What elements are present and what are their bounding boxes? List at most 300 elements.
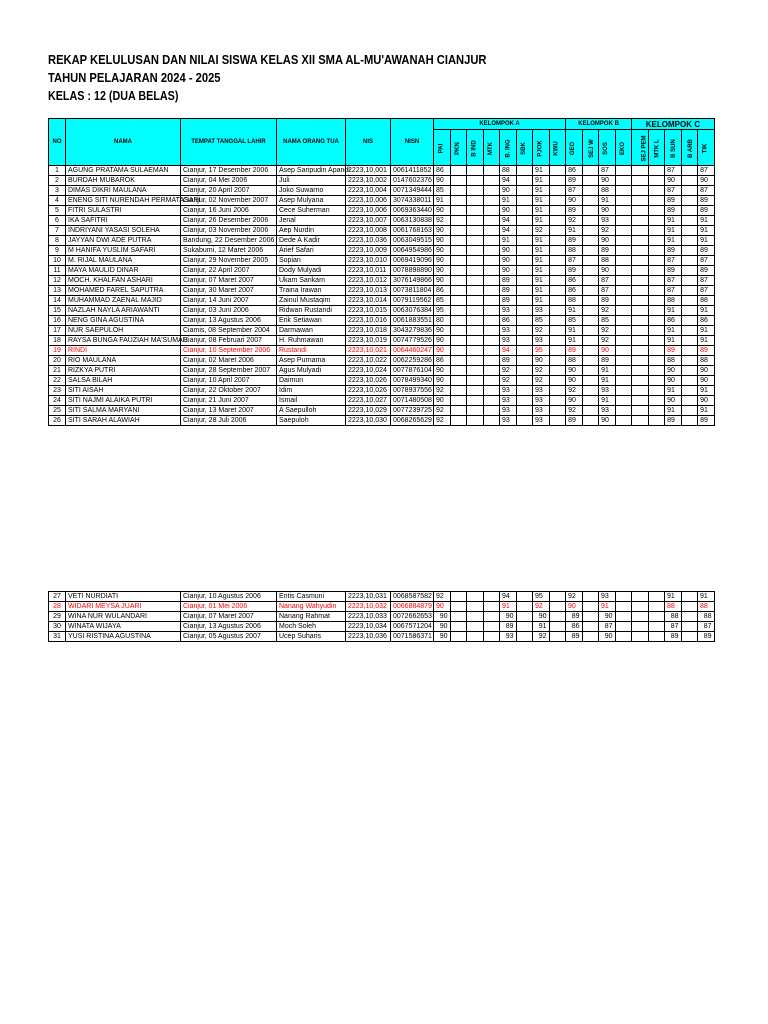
grade-cell [450, 276, 467, 286]
row-number: 2 [49, 176, 66, 186]
grade-cell: 91 [665, 216, 682, 226]
birth-place-date: Cianjur, 08 Februari 2007 [181, 336, 277, 346]
grade-cell: 89 [500, 286, 517, 296]
grade-cell [467, 286, 484, 296]
grade-cell [582, 376, 599, 386]
grade-cell: 85 [533, 316, 550, 326]
class-title: KELAS : 12 (DUA BELAS) [48, 89, 179, 103]
table-row [49, 386, 715, 396]
grade-cell [516, 196, 533, 206]
grade-cell [467, 226, 484, 236]
grade-cell [467, 356, 484, 366]
grade-cell [681, 206, 698, 216]
grade-cell [648, 226, 665, 236]
subject-header-label: MTK [487, 141, 494, 155]
grade-cell: 87 [698, 256, 715, 266]
grade-cell [582, 612, 599, 622]
grade-cell: 90 [500, 206, 517, 216]
grade-cell [516, 396, 533, 406]
nisn-value: 0069419096 [391, 256, 434, 266]
grade-cell [582, 236, 599, 246]
table-row [49, 196, 715, 206]
grade-cell: 88 [665, 612, 682, 622]
grade-cell: 85 [434, 186, 451, 196]
grade-cell: 88 [500, 166, 517, 176]
grades-table-continued [48, 591, 715, 642]
nis-value: 2223,10,015 [346, 306, 391, 316]
grade-cell [450, 216, 467, 226]
grade-cell [582, 296, 599, 306]
student-name: MUHAMMAD ZAENAL MAJID [66, 296, 181, 306]
grade-cell: 93 [533, 416, 550, 426]
grade-cell: 91 [665, 386, 682, 396]
table-row [49, 416, 715, 426]
grade-cell [582, 622, 599, 632]
row-number: 18 [49, 336, 66, 346]
grade-cell [681, 286, 698, 296]
grade-cell [615, 602, 632, 612]
grade-cell: 91 [698, 336, 715, 346]
row-number: 28 [49, 602, 66, 612]
grade-cell [632, 612, 649, 622]
nisn-value: 0078499340 [391, 376, 434, 386]
parent-name: Erik Setiawan [277, 316, 346, 326]
grade-cell [648, 396, 665, 406]
grade-cell: 91 [698, 592, 715, 602]
student-name: M. RIJAL MAULANA [66, 256, 181, 266]
grade-cell: 89 [599, 356, 616, 366]
birth-place-date: Cianjur, 07 Maret 2007 [181, 612, 277, 622]
table-row [49, 286, 715, 296]
student-name: SITI SARAH ALAWIAH [66, 416, 181, 426]
grade-cell: 90 [599, 416, 616, 426]
grade-cell: 88 [566, 296, 583, 306]
grade-cell [632, 356, 649, 366]
grade-cell [615, 246, 632, 256]
row-number: 4 [49, 196, 66, 206]
grade-cell [582, 632, 599, 642]
grade-cell [467, 336, 484, 346]
grade-cell [483, 346, 500, 356]
grade-cell: 85 [566, 316, 583, 326]
grade-cell: 90 [599, 236, 616, 246]
grade-cell [549, 306, 566, 316]
grade-cell [516, 622, 533, 632]
table-row [49, 326, 715, 336]
grade-cell: 94 [500, 592, 517, 602]
grade-cell [582, 592, 599, 602]
grade-cell: 92 [533, 632, 550, 642]
birth-place-date: Cianjur, 10 Agustus 2006 [181, 592, 277, 602]
grade-cell: 90 [434, 346, 451, 356]
subject-header [483, 130, 500, 166]
student-name: RINDI [66, 346, 181, 356]
grade-cell [648, 296, 665, 306]
grade-cell: 91 [665, 306, 682, 316]
student-name: SITI SALMA MARYANI [66, 406, 181, 416]
grade-cell [450, 386, 467, 396]
grade-cell [632, 386, 649, 396]
grade-cell: 92 [566, 406, 583, 416]
grade-cell: 91 [698, 326, 715, 336]
grade-cell: 86 [500, 316, 517, 326]
grade-cell [582, 206, 599, 216]
table-row [49, 376, 715, 386]
grade-cell [516, 632, 533, 642]
nis-value: 2223,10,030 [346, 416, 391, 426]
grade-cell: 89 [665, 416, 682, 426]
grade-cell: 90 [599, 346, 616, 356]
parent-name: Ridwan Rustandi [277, 306, 346, 316]
grade-cell [450, 396, 467, 406]
grade-cell [681, 166, 698, 176]
parent-name: Ismail [277, 396, 346, 406]
grade-cell: 91 [698, 306, 715, 316]
parent-name: Arief Safari [277, 246, 346, 256]
parent-name: Ucep Suharis [277, 632, 346, 642]
grade-cell: 91 [533, 256, 550, 266]
grade-cell: 87 [665, 166, 682, 176]
grade-cell [632, 246, 649, 256]
grade-cell [549, 366, 566, 376]
grade-cell [549, 376, 566, 386]
grade-cell [516, 276, 533, 286]
parent-name: Entis Casmuni [277, 592, 346, 602]
grade-cell: 89 [566, 632, 583, 642]
subject-header [681, 130, 698, 166]
grade-cell [648, 246, 665, 256]
grade-cell: 93 [500, 632, 517, 642]
grade-cell: 91 [500, 602, 517, 612]
grade-cell [681, 406, 698, 416]
nisn-value: 0063049515 [391, 236, 434, 246]
grade-cell: 90 [500, 186, 517, 196]
grade-cell: 94 [500, 216, 517, 226]
grade-cell [615, 336, 632, 346]
table-row [49, 632, 715, 642]
birth-place-date: Cianjur, 03 Juni 2006 [181, 306, 277, 316]
grade-cell: 90 [434, 326, 451, 336]
grade-cell: 90 [566, 196, 583, 206]
grade-cell [549, 216, 566, 226]
grade-cell [681, 326, 698, 336]
grade-cell: 90 [599, 266, 616, 276]
grade-cell [549, 416, 566, 426]
grade-cell [483, 612, 500, 622]
grade-cell [681, 632, 698, 642]
student-name: YUSI RISTINA AGUSTINA [66, 632, 181, 642]
grade-cell [582, 316, 599, 326]
grade-cell [615, 306, 632, 316]
grade-cell: 91 [599, 396, 616, 406]
parent-name: Traina Irawan [277, 286, 346, 296]
subject-header [566, 130, 583, 166]
grade-cell: 93 [533, 396, 550, 406]
grade-cell [516, 206, 533, 216]
grade-cell [549, 336, 566, 346]
grade-cell: 90 [665, 376, 682, 386]
student-name: SITI AISAH [66, 386, 181, 396]
grade-cell [615, 356, 632, 366]
grade-cell [467, 276, 484, 286]
grade-cell [450, 256, 467, 266]
grade-cell: 89 [566, 346, 583, 356]
grade-cell [516, 346, 533, 356]
grade-cell [648, 326, 665, 336]
grade-cell: 93 [500, 326, 517, 336]
grade-cell [483, 246, 500, 256]
row-number: 6 [49, 216, 66, 226]
grade-cell: 87 [599, 276, 616, 286]
grade-cell [681, 602, 698, 612]
grade-cell [467, 346, 484, 356]
nisn-value: 3043279836 [391, 326, 434, 336]
student-name: JAYYAN DWI ADE PUTRA [66, 236, 181, 246]
grade-cell: 89 [566, 416, 583, 426]
grade-cell [516, 256, 533, 266]
grade-cell [681, 296, 698, 306]
nis-value: 2223,10,024 [346, 366, 391, 376]
grade-cell [483, 602, 500, 612]
grade-cell [450, 406, 467, 416]
subject-header-label: SEJ PEM [641, 134, 648, 162]
grade-cell: 89 [698, 346, 715, 356]
grade-cell [582, 366, 599, 376]
parent-name: Aep Nurdin [277, 226, 346, 236]
nisn-value: 0078937556 [391, 386, 434, 396]
grade-cell [648, 186, 665, 196]
grade-cell [467, 632, 484, 642]
grade-cell: 90 [434, 602, 451, 612]
grade-cell [467, 176, 484, 186]
grade-cell [632, 416, 649, 426]
grade-cell [648, 276, 665, 286]
grade-cell [615, 416, 632, 426]
grade-cell [632, 276, 649, 286]
grade-cell [582, 336, 599, 346]
grade-cell: 91 [533, 246, 550, 256]
birth-place-date: Cianjur, 01 Mei 2006 [181, 602, 277, 612]
grade-cell [681, 592, 698, 602]
grade-cell [632, 592, 649, 602]
grade-cell [467, 266, 484, 276]
parent-name: Joko Suwarno [277, 186, 346, 196]
parent-name: Saepuloh [277, 416, 346, 426]
table-row [49, 612, 715, 622]
grade-cell [516, 236, 533, 246]
grade-cell: 91 [698, 386, 715, 396]
academic-year-title: TAHUN PELAJARAN 2024 - 2025 [48, 70, 221, 85]
grade-cell [483, 296, 500, 306]
grade-cell [632, 396, 649, 406]
grade-cell [483, 622, 500, 632]
nis-value: 2223,10,019 [346, 336, 391, 346]
grade-cell: 92 [434, 386, 451, 396]
grade-cell [450, 196, 467, 206]
grade-cell: 92 [533, 326, 550, 336]
grade-cell [615, 186, 632, 196]
student-name: SALSA BILAH [66, 376, 181, 386]
grade-cell [450, 416, 467, 426]
grade-cell [467, 366, 484, 376]
col-header-no: NO [49, 119, 66, 166]
grade-cell [483, 236, 500, 246]
nisn-value: 3074338011 [391, 196, 434, 206]
grade-cell: 90 [434, 376, 451, 386]
grade-cell [467, 296, 484, 306]
row-number: 30 [49, 622, 66, 632]
grade-cell [615, 166, 632, 176]
birth-place-date: Cianjur, 28 September 2007 [181, 366, 277, 376]
grade-cell: 90 [500, 246, 517, 256]
grade-cell [467, 256, 484, 266]
subject-header [533, 130, 550, 166]
grade-cell [582, 356, 599, 366]
grade-cell [615, 276, 632, 286]
grade-cell [632, 266, 649, 276]
grade-cell: 87 [599, 622, 616, 632]
nis-value: 2223,10,013 [346, 286, 391, 296]
grade-cell: 90 [533, 356, 550, 366]
parent-name: Idim [277, 386, 346, 396]
nisn-value: 0061883551 [391, 316, 434, 326]
grade-cell [632, 176, 649, 186]
table-row [49, 622, 715, 632]
grade-cell [615, 296, 632, 306]
grade-cell: 89 [665, 632, 682, 642]
row-number: 20 [49, 356, 66, 366]
grade-cell [467, 196, 484, 206]
grade-cell [615, 386, 632, 396]
birth-place-date: Cianjur, 29 November 2005 [181, 256, 277, 266]
grade-cell [549, 602, 566, 612]
grade-cell [516, 336, 533, 346]
student-name: BURDAH MUBAROK [66, 176, 181, 186]
grade-cell: 92 [566, 216, 583, 226]
grade-cell [549, 386, 566, 396]
parent-name: Asep Mulyana [277, 196, 346, 206]
row-number: 13 [49, 286, 66, 296]
grade-cell: 90 [566, 366, 583, 376]
grade-cell [467, 612, 484, 622]
student-name: WINA NUR WULANDARI [66, 612, 181, 622]
parent-name: Nanang Rahmat [277, 612, 346, 622]
grade-cell [632, 236, 649, 246]
birth-place-date: Cianjur, 02 Maret 2006 [181, 356, 277, 366]
grade-cell [582, 226, 599, 236]
grade-cell [615, 176, 632, 186]
grade-cell: 90 [434, 256, 451, 266]
grade-cell [582, 276, 599, 286]
subject-header-label: PAI [438, 143, 445, 153]
grade-cell: 87 [698, 286, 715, 296]
grade-cell [615, 286, 632, 296]
grade-cell [648, 266, 665, 276]
grade-cell: 90 [434, 266, 451, 276]
parent-name: Ukam Sarikam [277, 276, 346, 286]
row-number: 1 [49, 166, 66, 176]
student-name: RIZKYA PUTRI [66, 366, 181, 376]
nisn-value: 0072662653 [391, 612, 434, 622]
grade-cell: 91 [533, 622, 550, 632]
grade-cell [450, 226, 467, 236]
birth-place-date: Cianjur, 13 Maret 2007 [181, 406, 277, 416]
grade-cell [549, 236, 566, 246]
nis-value: 2223,10,001 [346, 166, 391, 176]
grade-cell [648, 176, 665, 186]
grade-cell: 91 [533, 196, 550, 206]
grade-cell: 91 [599, 196, 616, 206]
nis-value: 2223,10,007 [346, 216, 391, 226]
grade-cell [582, 346, 599, 356]
student-name: VETI NURDIATI [66, 592, 181, 602]
grade-cell [615, 632, 632, 642]
grade-cell [632, 316, 649, 326]
subject-header-label: GEO [570, 141, 577, 155]
subject-header-label: EKO [619, 141, 626, 155]
grade-cell: 87 [698, 622, 715, 632]
grade-cell: 89 [665, 266, 682, 276]
table-row [49, 336, 715, 346]
birth-place-date: Cianjur, 20 April 2007 [181, 186, 277, 196]
parent-name: Agus Mulyadi [277, 366, 346, 376]
grade-cell [615, 266, 632, 276]
grade-cell: 90 [434, 396, 451, 406]
nisn-value: 3076149866 [391, 276, 434, 286]
grade-cell [549, 346, 566, 356]
grade-cell: 87 [566, 256, 583, 266]
grade-cell [549, 166, 566, 176]
grade-cell [632, 206, 649, 216]
grade-cell [681, 216, 698, 226]
grade-cell: 91 [698, 226, 715, 236]
grade-cell: 90 [434, 612, 451, 622]
nis-value: 2223,10,002 [346, 176, 391, 186]
grade-cell: 91 [665, 592, 682, 602]
grade-cell: 93 [500, 406, 517, 416]
grade-cell: 90 [434, 246, 451, 256]
parent-name: Juli [277, 176, 346, 186]
grade-cell [648, 386, 665, 396]
grade-cell: 90 [434, 226, 451, 236]
grade-cell [648, 592, 665, 602]
nis-value: 2223,10,021 [346, 346, 391, 356]
table-row [49, 396, 715, 406]
nis-value: 2223,10,018 [346, 326, 391, 336]
grade-cell [516, 406, 533, 416]
grade-cell: 91 [533, 276, 550, 286]
parent-name: Sopian [277, 256, 346, 266]
row-number: 27 [49, 592, 66, 602]
nis-value: 2223,10,004 [346, 186, 391, 196]
grade-cell [681, 396, 698, 406]
student-name: NUR SAEPULOH [66, 326, 181, 336]
student-name: WIDARI MEYSA JUARI [66, 602, 181, 612]
grade-cell [483, 592, 500, 602]
birth-place-date: Cianjur, 10 September 2006 [181, 346, 277, 356]
grade-cell: 93 [500, 336, 517, 346]
grade-cell: 90 [599, 176, 616, 186]
grade-cell [483, 356, 500, 366]
grade-cell [516, 612, 533, 622]
grade-cell: 93 [500, 416, 517, 426]
grade-cell [450, 326, 467, 336]
grade-cell [450, 376, 467, 386]
grade-cell [615, 196, 632, 206]
grade-cell: 89 [698, 632, 715, 642]
grade-cell [615, 622, 632, 632]
grade-cell [450, 602, 467, 612]
